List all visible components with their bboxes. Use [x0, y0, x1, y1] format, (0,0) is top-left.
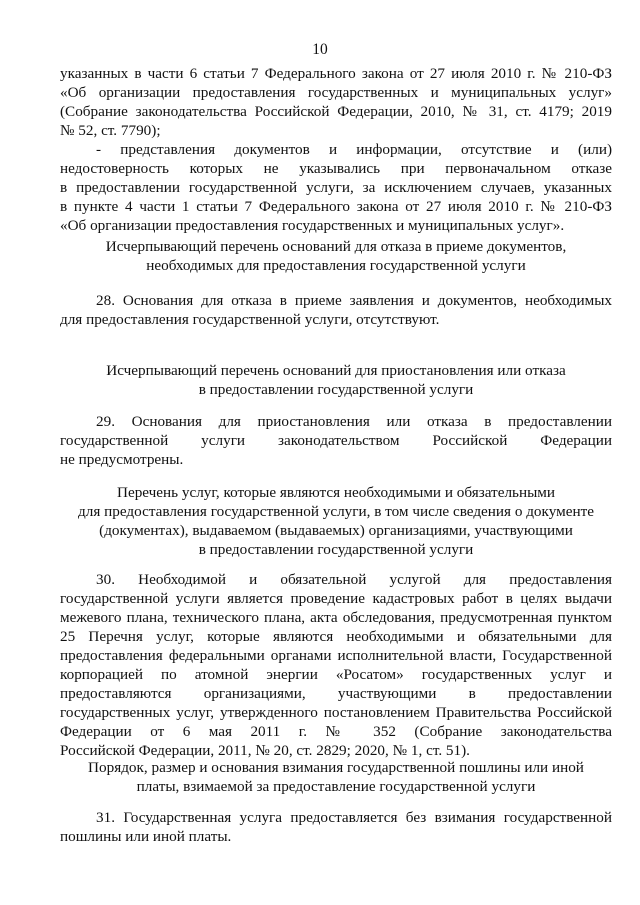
heading-line: для предоставления государственной услуги, в том числе сведения о документе: [78, 503, 594, 520]
text-line: 28. Основания для отказа в приеме заявления и документов, необходимых: [96, 292, 612, 309]
section-heading-services: [60, 483, 612, 559]
text-line: 25 Перечня услуг, которые являются необходимыми и обязательными для: [60, 628, 612, 645]
section-heading-refusal: [60, 237, 612, 275]
text-line: (Собрание законодательства Российской Федерации, 2010, № 31, ст. 4179; 2019: [60, 103, 612, 120]
text-line: пошлины или иной платы.: [60, 828, 232, 845]
text-line: Российской Федерации, 2011, № 20, ст. 2829; 2020, № 1, ст. 51).: [60, 742, 470, 759]
text-line: указанных в части 6 статьи 7 Федерального закона от 27 июля 2010 г. № 210-ФЗ: [60, 65, 612, 82]
heading-line: Перечень услуг, которые являются необходимыми и обязательными: [116, 484, 556, 501]
heading-line: Исчерпывающий перечень оснований для приостановления или отказа: [106, 362, 566, 379]
text-line: «Об организации предоставления государственных и муниципальных услуг».: [60, 217, 565, 234]
text-line: в пункте 4 части 1 статьи 7 Федерального закона от 27 июля 2010 г. № 210-ФЗ: [60, 198, 612, 215]
text-line: корпорацией по атомной энергии «Росатом» государственных услуг и: [60, 666, 612, 683]
page-number: 10: [312, 41, 328, 58]
heading-line: (документах), выдаваемом (выдаваемых) организациями, участвующими: [99, 522, 573, 539]
text-line: предоставляются организациями, участвующими в предоставлении: [60, 685, 612, 702]
text-line: «Об организации предоставления государственных и муниципальных услуг»: [60, 84, 612, 101]
intro-paragraph: [60, 64, 612, 235]
paragraph-29: [60, 412, 612, 469]
text-line: № 52, ст. 7790);: [60, 122, 161, 139]
text-line: в предоставлении государственной услуги, за исключением случаев, указанных: [60, 179, 612, 196]
heading-line: Исчерпывающий перечень оснований для отказа в приеме документов,: [105, 238, 567, 255]
text-line: предоставления федеральными органами исполнительной власти, Государственной: [60, 647, 612, 664]
paragraph-30: [60, 570, 612, 760]
text-line: государственной услуги является проведение кадастровых работ в целях выдачи: [60, 590, 612, 607]
text-line: для предоставления государственной услуги, отсутствуют.: [60, 311, 440, 328]
text-line: 31. Государственная услуга предоставляется без взимания государственной: [96, 809, 612, 826]
heading-line: в предоставлении государственной услуги: [198, 381, 474, 398]
heading-line: платы, взимаемой за предоставление государственной услуги: [136, 778, 536, 795]
text-line: не предусмотрены.: [60, 451, 184, 468]
paragraph-31: [60, 808, 612, 846]
text-line: Федерации от 6 мая 2011 г. № 352 (Собрание законодательства: [60, 723, 612, 740]
text-line: межевого плана, технического плана, акта обследования, предусмотренная пунктом: [60, 609, 612, 626]
section-heading-suspension: [60, 361, 612, 399]
paragraph-28: [60, 291, 612, 329]
text-line: 29. Основания для приостановления или отказа в предоставлении: [96, 413, 612, 430]
heading-line: необходимых для предоставления государственной услуги: [146, 257, 526, 274]
heading-line: Порядок, размер и основания взимания государственной пошлины или иной: [88, 759, 584, 776]
text-line: государственной услуги законодательством Российской Федерации: [60, 432, 612, 449]
text-line: государственных услуг, утвержденного постановлением Правительства Российской: [60, 704, 612, 721]
heading-line: в предоставлении государственной услуги: [198, 541, 474, 558]
text-line: - представления документов и информации, отсутствие и (или): [96, 141, 612, 158]
section-heading-fee: [60, 758, 612, 796]
text-line: 30. Необходимой и обязательной услугой для предоставления: [96, 571, 612, 588]
text-line: недостоверность которых не указывались при первоначальном отказе: [60, 160, 612, 177]
